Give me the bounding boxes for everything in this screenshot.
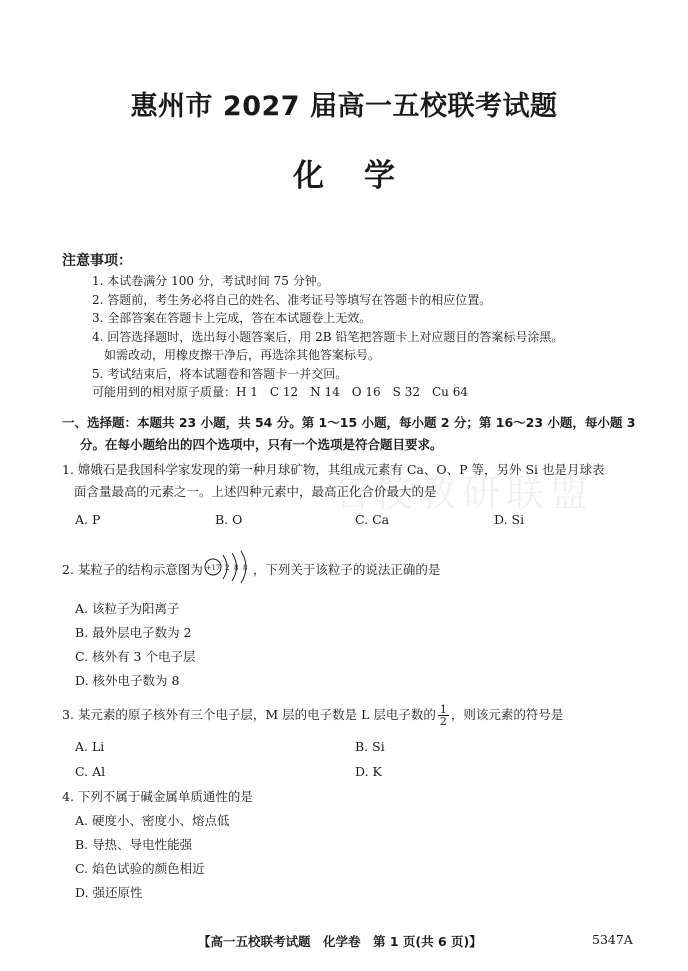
option-c: C. Al	[75, 764, 106, 779]
shell-3-count: 8	[242, 564, 248, 572]
question-1	[62, 459, 605, 503]
exam-subject: 化学	[293, 158, 435, 194]
option-d: D. K	[355, 764, 382, 779]
shell-2-count: 8	[233, 564, 239, 572]
option-a: A. Li	[75, 739, 105, 754]
nucleus-label: +17	[205, 564, 221, 572]
notice-item: 5. 考试结束后，将本试题卷和答题卡一并交回。	[92, 366, 348, 381]
option-b: B. O	[215, 512, 243, 527]
notice-item: 4. 回答选择题时，选出每小题答案后，用 2B 铅笔把答题卡上对应题目的答案标号涂黑。	[92, 329, 564, 344]
question-2	[62, 550, 440, 591]
question-stem: ，下列关于该粒子的说法正确的是	[252, 562, 441, 577]
fraction-denominator: 2	[439, 715, 447, 728]
question-4-options	[75, 809, 229, 905]
watermark: 名校教研联盟	[330, 471, 595, 515]
question-stem: 2. 某粒子的结构示意图为	[62, 562, 203, 577]
question-4	[62, 786, 253, 808]
option-d: D. Si	[494, 512, 525, 527]
section-line: 分。在每小题给出的四个选项中，只有一个选项是符合题目要求。	[80, 437, 443, 452]
question-2-options	[75, 597, 195, 693]
notice-item: 3. 全部答案在答题卡上完成，答在本试题卷上无效。	[92, 311, 372, 325]
option-a: A. P	[75, 512, 101, 527]
option-d: D. 强还原性	[75, 885, 143, 900]
option-a: A. 该粒子为阳离子	[75, 601, 180, 616]
notice-item: 如需改动，用橡皮擦干净后，再选涂其他答案标号。	[104, 348, 381, 362]
question-stem: ，则该元素的符号是	[450, 707, 564, 722]
atom-structure-diagram	[203, 550, 253, 591]
exam-title: 惠州市 2027 届高一五校联考试题	[130, 91, 558, 122]
section-line: 一、选择题：本题共 23 小题，共 54 分。第 1～15 小题，每小题 2 分；第 16～23 小题，每小题 3	[62, 415, 636, 430]
question-stem: 面含量最高的元素之一。上述四种元素中，最高正化合价最大的是	[74, 484, 437, 499]
question-stem: 1. 嫦娥石是我国科学家发现的第一种月球矿物，其组成元素有 Ca、O、P 等，另外 Si 也是月球表	[62, 462, 605, 477]
notice-item: 1. 本试卷满分 100 分，考试时间 75 分钟。	[92, 274, 329, 288]
fraction	[438, 704, 449, 727]
fraction-numerator: 1	[439, 703, 447, 716]
notice-list	[92, 272, 563, 402]
option-d: D. 核外电子数为 8	[75, 673, 180, 688]
notice-heading: 注意事项：	[62, 253, 132, 269]
notice-item: 2. 答题前，考生务必将自己的姓名、准考证号等填写在答题卡的相应位置。	[92, 292, 492, 307]
option-b: B. 导热、导电性能强	[75, 837, 193, 852]
question-stem: 4. 下列不属于碱金属单质通性的是	[62, 789, 253, 804]
option-c: C. 核外有 3 个电子层	[75, 649, 196, 664]
option-c: C. 焰色试验的颜色相近	[75, 861, 205, 876]
page-footer: 【高一五校联考试题 化学卷 第 1 页(共 6 页)】	[198, 934, 482, 949]
option-c: C. Ca	[355, 512, 390, 527]
option-a: A. 硬度小、密度小、熔点低	[75, 813, 230, 828]
section-heading	[62, 412, 642, 456]
shell-1-count: 2	[224, 564, 230, 572]
paper-code: 5347A	[592, 932, 633, 947]
option-b: B. 最外层电子数为 2	[75, 625, 192, 640]
question-3	[62, 704, 563, 727]
atomic-masses: 可能用到的相对原子质量：H 1 C 12 N 14 O 16 S 32 Cu 64	[92, 385, 468, 399]
question-stem: 3. 某元素的原子核外有三个电子层，M 层的电子数是 L 层电子数的	[62, 707, 436, 722]
option-b: B. Si	[355, 739, 385, 754]
